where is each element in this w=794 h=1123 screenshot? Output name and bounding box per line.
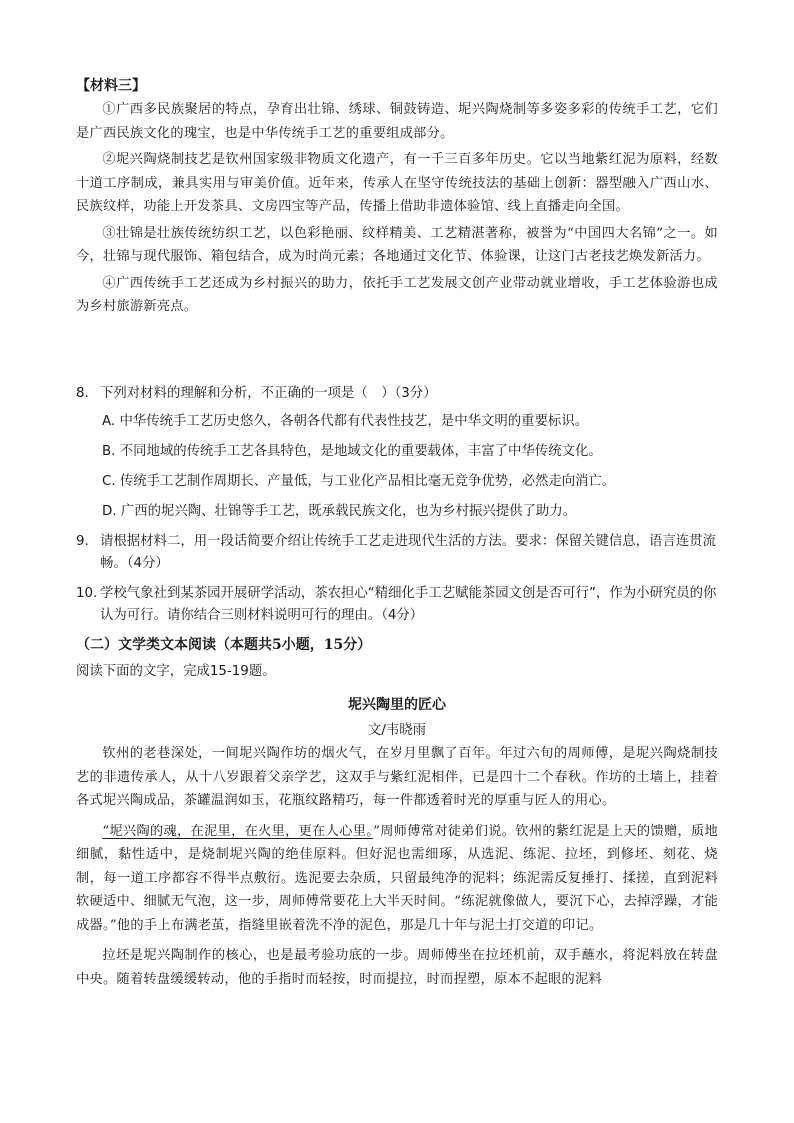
article-body	[76, 742, 718, 991]
option-d: D. 广西的坭兴陶、壮锦等手工艺，既承载民族文化，也为乡村振兴提供了助力。	[102, 504, 577, 519]
question-10	[76, 583, 718, 627]
option-c: C. 传统手工艺制作周期长、产量低，与工业化产品相比毫无竞争优势，必然走向消亡。	[102, 474, 616, 489]
article-author: 文/韦晓雨	[367, 723, 427, 738]
question-text: 下列对材料的理解和分析，不正确的一项是（ ）（3分）	[100, 386, 437, 401]
option-b: B. 不同地域的传统手工艺各具特色，是地域文化的重要载体，丰富了中华传统文化。	[102, 444, 602, 459]
question-text: 请根据材料二，用一段话简要介绍让传统手工艺走进现代生活的方法。要求：保留关键信息，语言连贯流畅。（4分）	[100, 534, 716, 571]
article-paragraph-3: 拉坯是坭兴陶制作的核心，也是最考验功底的一步。周师傅坐在拉坯机前，双手蘸水，将泥料放在转盘中央。随着转盘缓缓转动，他的手指时而轻按，时而提拉，时而捏塑，原本不起眼的泥料	[76, 948, 718, 987]
question-9	[76, 531, 718, 575]
question-8-options	[76, 411, 718, 523]
material3-paragraph-1: ①广西多民族聚居的特点，孕育出壮锦、绣球、铜鼓铸造、坭兴陶烧制等多姿多彩的传统手工艺，它们是广西民族文化的瑰宝，也是中华传统手工艺的重要组成部分。	[76, 102, 718, 141]
question-number: 10.	[76, 586, 98, 601]
question-number: 8.	[76, 386, 89, 401]
question-text: 学校气象社到某茶园开展研学活动，茶农担心“精细化手工艺赋能茶园文创是否可行”，作为小研究员的你认为可行。请你结合三则材料说明可行的理由。（4分）	[100, 586, 717, 623]
question-list	[76, 383, 718, 627]
question-number: 9.	[76, 534, 89, 549]
material3-body	[76, 98, 718, 319]
article-title: 坭兴陶里的匠心	[348, 697, 446, 713]
section-instruction: 阅读下面的文字，完成15-19题。	[76, 664, 276, 679]
article-paragraph-1: 钦州的老巷深处，一间坭兴陶作坊的烟火气，在岁月里飘了百年。年过六旬的周师傅，是坭兴陶烧制技艺的非遗传承人，从十八岁跟着父亲学艺，这双手与紫红泥相伴，已是四十二个春秋。作坊的土墙上，挂着各式坭兴陶成品，茶罐温润如玉，花瓶纹路精巧，每一件都透着时光的厚重与匠人的用心。	[76, 746, 718, 808]
paragraph-2-text: ”周师傅常对徒弟们说。钦州的紫红泥是上天的馈赠，质地细腻，黏性适中，是烧制坭兴陶的绝佳原料。但好泥也需细琢，从选泥、练泥、拉坯，到修坯、刻花、烧制，每一道工序都容不得半点敷衍。选泥要去杂质，只留最纯净的泥料；练泥需反复捶打、揉搓，直到泥料软硬适中、细腻无气泡，这一步，周师傅常要花上大半天时间。“练泥就像做人，要沉下心，去掉浮躁，才能成器。”他的手上布满老茧，指缝里嵌着洗不净的泥色，那是几十年与泥土打交道的印记。	[76, 823, 718, 933]
material3-paragraph-3: ③壮锦是壮族传统纺织工艺，以色彩艳丽、纹样精美、工艺精湛著称，被誉为“中国四大名锦”之一。如今，壮锦与现代服饰、箱包结合，成为时尚元素；各地通过文化节、体验课，让这门古老技艺焕发新活力。	[76, 225, 718, 264]
material3-heading: 【材料三】	[76, 78, 146, 94]
article-paragraph-2	[76, 820, 718, 938]
section-heading: （二）文学类文本阅读（本题共5小题，15分）	[76, 637, 372, 653]
underlined-quote: “坭兴陶的魂，在泥里，在火里，更在人心里。	[102, 823, 374, 839]
question-8	[76, 383, 718, 405]
material3-paragraph-2: ②坭兴陶烧制技艺是钦州国家级非物质文化遗产，有一千三百多年历史。它以当地紫红泥为原料，经数十道工序制成，兼具实用与审美价值。近年来，传承人在坚守传统技法的基础上创新：器型融入广西山水、民族纹样，功能上开发茶具、文房四宝等产品，传播上借助非遗体验馆、线上直播走向全国。	[76, 152, 718, 214]
option-a: A. 中华传统手工艺历史悠久，各朝各代都有代表性技艺，是中华文明的重要标识。	[102, 414, 589, 429]
material3-paragraph-4: ④广西传统手工艺还成为乡村振兴的助力，依托手工艺发展文创产业带动就业增收，手工艺体验游也成为乡村旅游新亮点。	[76, 275, 718, 314]
